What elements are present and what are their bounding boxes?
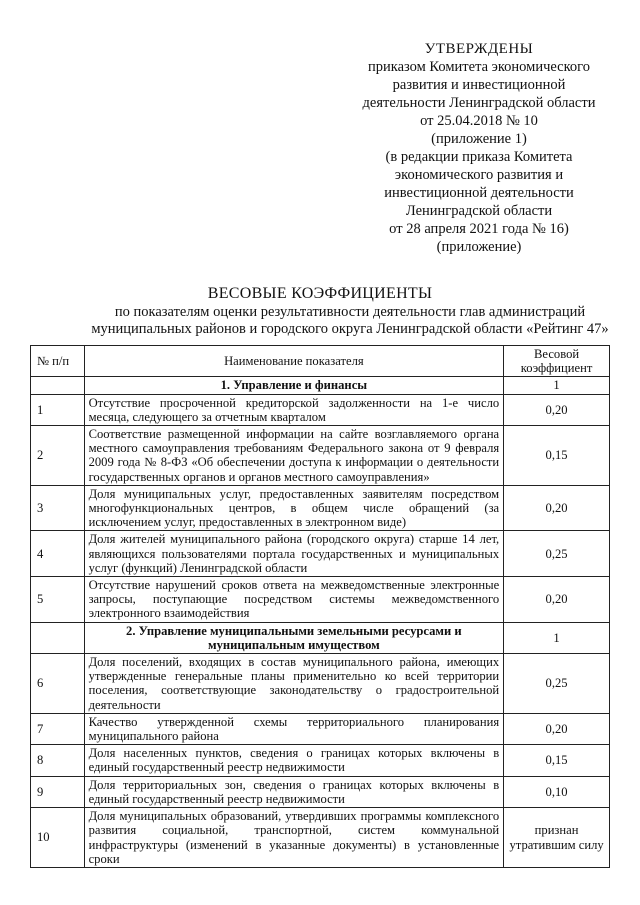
- table-row: [31, 485, 610, 531]
- approval-line: (приложение): [436, 239, 522, 255]
- cell-coefficient: 0,20: [504, 713, 610, 744]
- cell-indicator-name: Доля жителей муниципального района (городского округа) старше 14 лет, являющихся пользователями портала государственных и муниципальных услуг (функций) Ленинградской области: [84, 531, 504, 577]
- cell-coefficient: 0,20: [504, 485, 610, 531]
- cell-num: 2: [31, 426, 85, 486]
- cell-coefficient: 0,15: [504, 745, 610, 776]
- section-title: 2. Управление муниципальными земельными ресурсами и муниципальным имуществом: [84, 622, 504, 653]
- table-body: [31, 377, 610, 868]
- header-num: № п/п: [31, 346, 85, 377]
- cell-indicator-name: Доля населенных пунктов, сведения о границах которых включены в единый государственный реестр недвижимости: [84, 745, 504, 776]
- coefficients-table: [30, 345, 610, 868]
- cell-indicator-name: Отсутствие нарушений сроков ответа на межведомственные электронные запросы, поступающие посредством системы межведомственного электронного взаимодействия: [84, 577, 504, 623]
- approval-line: инвестиционной деятельности: [384, 185, 574, 201]
- cell-num: [31, 622, 85, 653]
- table-row: [31, 713, 610, 744]
- approval-heading: УТВЕРЖДЕНЫ: [424, 41, 534, 57]
- cell-coefficient: 1: [504, 377, 610, 394]
- approval-line: приказом Комитета экономического: [367, 59, 591, 75]
- approval-stamp: [340, 40, 618, 256]
- approval-line: развития и инвестиционной: [392, 77, 566, 93]
- cell-coefficient: 0,20: [504, 577, 610, 623]
- cell-coefficient: 0,15: [504, 426, 610, 486]
- table-row: [31, 531, 610, 577]
- approval-line: (в редакции приказа Комитета: [385, 149, 573, 165]
- cell-indicator-name: Доля муниципальных образований, утвердивших программы комплексного развития социальной, транспортной, систем коммунальной инфраструктуры (изменений в указанные документы) в установленные сроки: [84, 808, 504, 868]
- cell-indicator-name: Отсутствие просроченной кредиторской задолженности на 1-е число месяца, следующего за отчетным кварталом: [84, 394, 504, 425]
- cell-num: 10: [31, 808, 85, 868]
- table-row: [31, 745, 610, 776]
- approval-line: от 25.04.2018 № 10: [420, 113, 538, 129]
- cell-indicator-name: Соответствие размещенной информации на сайте возглавляемого органа местного самоуправления требованиям Федерального закона от 9 февраля 2009 года № 8-ФЗ «Об обеспечении доступа к информации о деятельности государственных органов и органов местного самоуправления»: [84, 426, 504, 486]
- approval-line: от 28 апреля 2021 года № 16): [389, 221, 569, 237]
- title-subtitle-line2: муниципальных районов и городского округа Ленинградской области «Рейтинг 47»: [91, 321, 609, 337]
- cell-num: [31, 377, 85, 394]
- cell-coefficient: признан утратившим силу: [504, 808, 610, 868]
- cell-coefficient: 0,25: [504, 531, 610, 577]
- cell-num: 7: [31, 713, 85, 744]
- table-row: [31, 426, 610, 486]
- header-coef: Весовой коэффициент: [504, 346, 610, 377]
- section-title: 1. Управление и финансы: [84, 377, 504, 394]
- cell-indicator-name: Доля территориальных зон, сведения о границах которых включены в единый государственный реестр недвижимости: [84, 776, 504, 807]
- table-row: [31, 776, 610, 807]
- cell-num: 4: [31, 531, 85, 577]
- table-section-row: [31, 622, 610, 653]
- cell-num: 5: [31, 577, 85, 623]
- cell-num: 8: [31, 745, 85, 776]
- approval-line: (приложение 1): [431, 131, 527, 147]
- cell-indicator-name: Доля поселений, входящих в состав муниципального района, имеющих утвержденные генеральные планы применительно ко всей территории поселения, соответствующие законодательству о градостроительной деятельности: [84, 654, 504, 714]
- cell-num: 9: [31, 776, 85, 807]
- title-main: ВЕСОВЫЕ КОЭФФИЦИЕНТЫ: [207, 285, 433, 302]
- cell-coefficient: 0,20: [504, 394, 610, 425]
- table-row: [31, 577, 610, 623]
- table-row: [31, 394, 610, 425]
- cell-num: 1: [31, 394, 85, 425]
- cell-coefficient: 0,25: [504, 654, 610, 714]
- cell-coefficient: 1: [504, 622, 610, 653]
- header-name: Наименование показателя: [84, 346, 504, 377]
- cell-indicator-name: Качество утвержденной схемы территориального планирования муниципального района: [84, 713, 504, 744]
- title-subtitle-line1: по показателям оценки результативности деятельности глав администраций: [114, 304, 586, 320]
- table-row: [31, 808, 610, 868]
- approval-line: экономического развития и: [394, 167, 564, 183]
- document-title: [0, 284, 640, 338]
- approval-line: Ленинградской области: [405, 203, 553, 219]
- table-header-row: [31, 346, 610, 377]
- table-row: [31, 654, 610, 714]
- approval-line: деятельности Ленинградской области: [362, 95, 596, 111]
- cell-coefficient: 0,10: [504, 776, 610, 807]
- cell-num: 3: [31, 485, 85, 531]
- cell-num: 6: [31, 654, 85, 714]
- cell-indicator-name: Доля муниципальных услуг, предоставленных заявителям посредством многофункциональных центров, в общем числе обращений (за исключением услуг, предоставленных в электронном виде): [84, 485, 504, 531]
- table-section-row: [31, 377, 610, 394]
